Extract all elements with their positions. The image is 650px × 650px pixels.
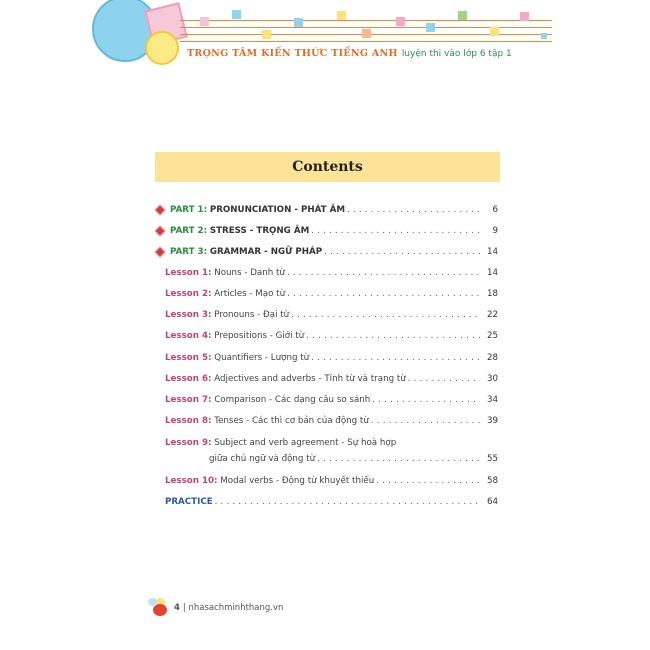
toc-label: Lesson 5: (165, 353, 212, 363)
dot-leader (306, 331, 480, 342)
toc-entry-lesson-7[interactable] (165, 395, 498, 406)
dot-leader (317, 454, 480, 465)
decorative-note (362, 29, 371, 38)
toc-page-number: 64 (486, 497, 498, 507)
decorative-note (232, 10, 241, 19)
dot-leader (311, 226, 480, 237)
toc-title: Nouns - Danh từ (214, 268, 285, 278)
toc-title: Prepositions - Giới từ (214, 331, 305, 341)
toc-label: PART 2: (170, 226, 208, 236)
toc-label: PART 1: (170, 205, 208, 215)
toc-page-number: 9 (492, 226, 498, 236)
toc-page-number: 22 (486, 310, 498, 320)
toc-label: Lesson 2: (165, 289, 212, 299)
running-header (187, 48, 512, 59)
dot-leader (287, 268, 480, 279)
decorative-note (262, 30, 271, 39)
toc-page-number: 25 (486, 331, 498, 341)
toc-label: Lesson 1: (165, 268, 212, 278)
diamond-bullet-icon (154, 204, 165, 215)
dot-leader (311, 353, 480, 364)
toc-page-number: 14 (486, 247, 498, 257)
toc-title: Tenses - Các thì cơ bản của động từ (214, 416, 369, 426)
dot-leader (324, 247, 480, 258)
decorative-note (294, 18, 303, 27)
toc-title: Articles - Mạo từ (214, 289, 286, 299)
toc-title: Adjectives and adverbs - Tính từ và trạng từ (214, 374, 406, 384)
toc-title: PRONUNCIATION - PHÁT ÂM (209, 205, 345, 215)
header-line (180, 20, 552, 21)
dot-leader (287, 289, 480, 300)
toc-label: Lesson 4: (165, 331, 212, 341)
toc-label: Lesson 7: (165, 395, 212, 405)
dot-leader (372, 395, 480, 406)
header-title-sub: luyện thi vào lớp 6 tập 1 (401, 49, 512, 59)
toc-entry-part-1[interactable] (154, 205, 498, 216)
toc-entry-lesson-6[interactable] (165, 374, 498, 385)
toc-entry-lesson-2[interactable] (165, 289, 498, 300)
decorative-circle-yellow (145, 31, 179, 65)
toc-label: PRACTICE (165, 497, 213, 507)
decorative-note (426, 23, 435, 32)
dot-leader (408, 374, 480, 385)
toc-entry-lesson-9-line-2[interactable] (209, 454, 498, 465)
toc-title: GRAMMAR - NGỮ PHÁP (209, 247, 323, 257)
toc-entry-lesson-10[interactable] (165, 476, 498, 487)
toc-page-number: 34 (486, 395, 498, 405)
diamond-bullet-icon (154, 225, 165, 236)
toc-entry-practice[interactable] (165, 497, 498, 508)
contents-title: Contents (292, 159, 363, 175)
footer-website[interactable]: | nhasachminhthang.vn (182, 603, 284, 613)
toc-page-number: 14 (486, 268, 498, 278)
toc-page-number: 58 (486, 476, 498, 486)
decorative-note (520, 12, 529, 21)
decorative-note (200, 17, 209, 26)
toc-title: Pronouns - Đại từ (214, 310, 290, 320)
toc-entry-part-2[interactable] (154, 226, 498, 237)
page-footer (148, 598, 283, 618)
toc-label: Lesson 3: (165, 310, 212, 320)
toc-entry-lesson-4[interactable] (165, 331, 498, 342)
toc-title: Quantifiers - Lượng từ (214, 353, 310, 363)
toc-page-number: 55 (486, 454, 498, 464)
toc-label: Lesson 6: (165, 374, 212, 384)
dot-leader (215, 497, 480, 508)
dot-leader (376, 476, 480, 487)
footer-page-number: 4 (174, 603, 180, 613)
toc-entry-lesson-5[interactable] (165, 353, 498, 364)
bee-mascot-icon (148, 598, 170, 618)
toc-title: Subject and verb agreement - Sự hoà hợp (214, 438, 397, 448)
decorative-note (396, 17, 405, 26)
decorative-note (337, 11, 346, 20)
toc-title: STRESS - TRỌNG ÂM (209, 226, 310, 236)
dot-leader (371, 416, 480, 427)
header-line (180, 41, 552, 42)
toc-entry-lesson-1[interactable] (165, 268, 498, 279)
decorative-note (458, 11, 467, 20)
toc-page-number: 18 (486, 289, 498, 299)
toc-page-number: 30 (486, 374, 498, 384)
dot-leader (347, 205, 480, 216)
toc-entry-lesson-8[interactable] (165, 416, 498, 427)
toc-entry-lesson-3[interactable] (165, 310, 498, 321)
toc-title-continued: giữa chủ ngữ và động từ (209, 454, 316, 464)
toc-title: Comparison - Các dạng câu so sánh (214, 395, 371, 405)
toc-page-number: 6 (492, 205, 498, 215)
toc-title: Modal verbs - Động từ khuyết thiếu (220, 476, 375, 486)
header-title-main: TRỌNG TÂM KIẾN THỨC TIẾNG ANH (187, 48, 398, 59)
dot-leader (291, 310, 480, 321)
toc-page-number: 28 (486, 353, 498, 363)
toc-label: Lesson 8: (165, 416, 212, 426)
toc-label: PART 3: (170, 247, 208, 257)
toc-entry-lesson-9-line-1[interactable] (165, 438, 498, 449)
toc-label: Lesson 9: (165, 438, 212, 448)
toc-entry-part-3[interactable] (154, 247, 498, 258)
diamond-bullet-icon (154, 246, 165, 257)
toc-label: Lesson 10: (165, 476, 218, 486)
toc-page-number: 39 (486, 416, 498, 426)
contents-heading-box (155, 152, 500, 182)
decorative-note (490, 27, 499, 36)
decorative-note (541, 33, 547, 39)
